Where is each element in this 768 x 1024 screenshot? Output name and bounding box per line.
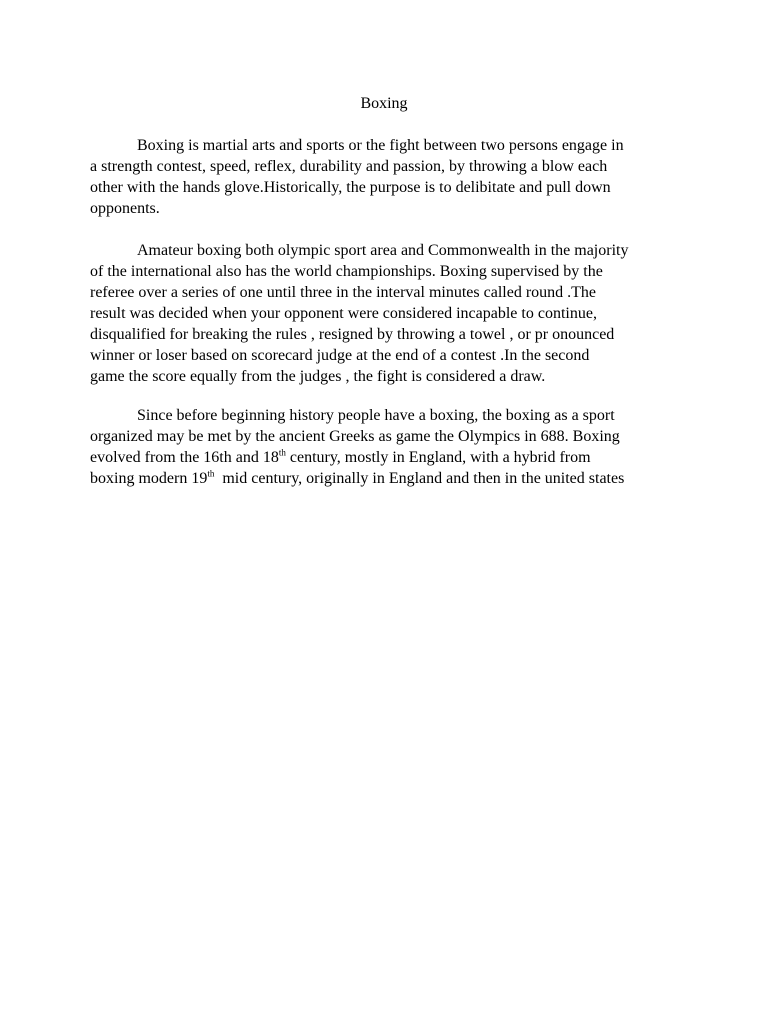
- paragraph-2-line-7: game the score equally from the judges , the fight is considered a draw.: [90, 368, 546, 385]
- paragraph-2-line-6: winner or loser based on scorecard judge at the end of a contest .In the second: [90, 347, 590, 364]
- ordinal-superscript: th: [207, 468, 215, 479]
- paragraph-3-line-2: organized may be met by the ancient Greeks as game the Olympics in 688. Boxing: [90, 428, 620, 445]
- paragraph-3-line-3: [90, 447, 680, 468]
- paragraph-2-line-1: [90, 240, 680, 261]
- paragraph-2-line-2: of the international also has the world championships. Boxing supervised by the: [90, 263, 603, 280]
- paragraph-1-line-1: [90, 135, 680, 156]
- paragraph-line-text: Amateur boxing both olympic sport area and Commonwealth in the majority: [137, 242, 629, 259]
- paragraph-1-line-4: opponents.: [90, 200, 160, 217]
- paragraph-2-line-3: referee over a series of one until three in the interval minutes called round .The: [90, 284, 597, 301]
- line-text-before: boxing modern 19: [90, 470, 208, 487]
- paragraph-1-line-3: other with the hands glove.Historically, the purpose is to delibitate and pull down: [90, 179, 611, 196]
- paragraph-line-text: Boxing is martial arts and sports or the fight between two persons engage in: [137, 137, 624, 154]
- paragraph-1: [90, 135, 680, 219]
- paragraph-3-line-4: [90, 468, 680, 489]
- paragraph-2-line-4: result was decided when your opponent were considered incapable to continue,: [90, 305, 597, 322]
- ordinal-superscript: th: [278, 447, 286, 458]
- paragraph-line-text: Since before beginning history people have a boxing, the boxing as a sport: [137, 407, 615, 424]
- paragraph-3: [90, 405, 680, 489]
- paragraph-2-line-5: disqualified for breaking the rules , resigned by throwing a towel , or pr onounced: [90, 326, 615, 343]
- paragraph-1-line-2: a strength contest, speed, reflex, durability and passion, by throwing a blow each: [90, 158, 608, 175]
- line-text-after: mid century, originally in England and then in the united states: [214, 470, 625, 487]
- line-text-before: evolved from the 16th and 18: [90, 449, 279, 466]
- paragraph-3-line-1: [90, 405, 680, 426]
- document-title: Boxing: [360, 95, 408, 112]
- paragraph-2: [90, 240, 680, 387]
- line-text-after: century, mostly in England, with a hybrid from: [285, 449, 591, 466]
